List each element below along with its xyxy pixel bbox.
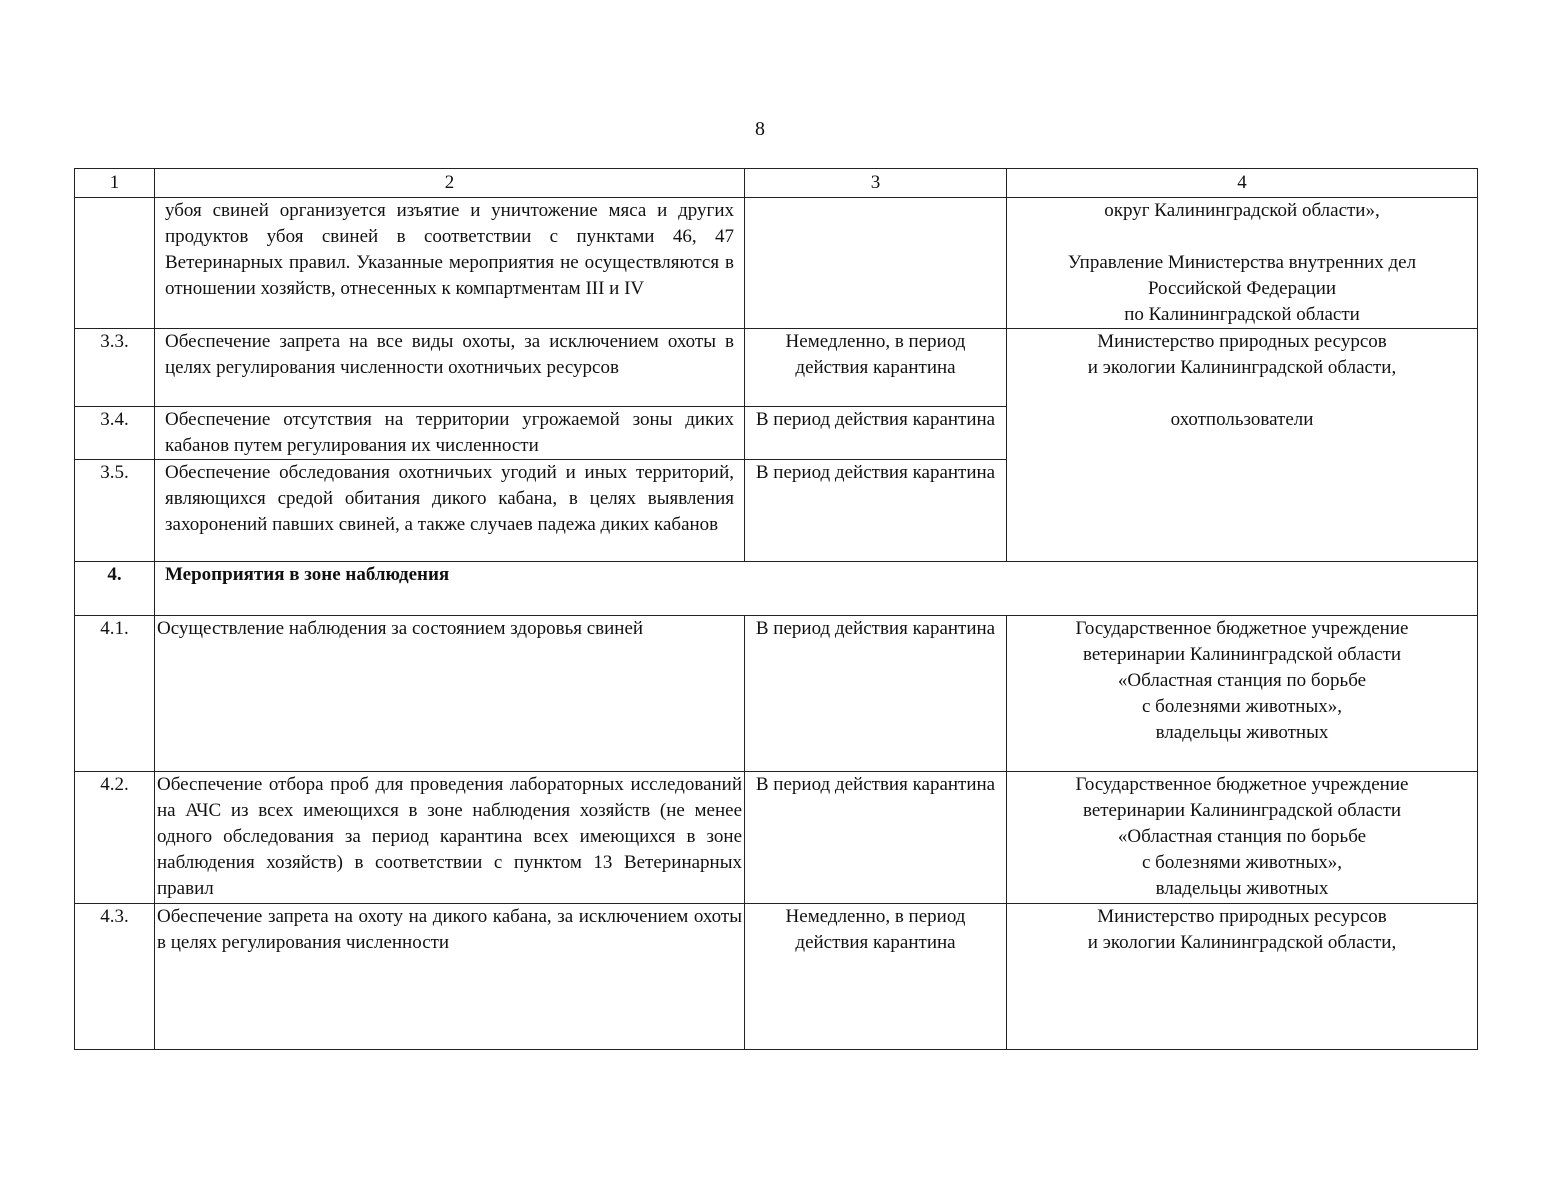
responsible-line: «Областная станция по борьбе [1117, 670, 1367, 691]
row-responsible [1007, 329, 1478, 562]
responsible-line: с болезнями животных», [1142, 696, 1342, 717]
responsible-line: «Областная станция по борьбе [1117, 826, 1367, 847]
table-header-row [75, 169, 1478, 198]
row-description: Обеспечение запрета на охоту на дикого кабана, за исключением охоты в целях регулирования численности [155, 904, 745, 1050]
responsible-line: Государственное бюджетное учреждение [1075, 774, 1409, 795]
responsible-line: Министерство природных ресурсов [1097, 906, 1387, 927]
responsible-line: охотпользователи [1170, 409, 1314, 430]
header-col-1: 1 [75, 169, 155, 198]
responsible-line: ветеринарии Калининградской области [1082, 644, 1402, 665]
responsible-line: по Калининградской области [1124, 304, 1360, 325]
row-term: В период действия карантина [745, 407, 1007, 460]
row-description: Обеспечение отбора проб для проведения лабораторных исследований на АЧС из всех имеющихся в зоне наблюдения хозяйств (не менее одного обследования за период карантина всех имеющихся в зоне наблюдения хозяйств) в соответствии с пунктом 13 Ветеринарных правил [155, 772, 745, 904]
row-responsible [1007, 616, 1478, 772]
section-number: 4. [75, 562, 155, 616]
row-description: Обеспечение запрета на все виды охоты, за исключением охоты в целях регулирования численности охотничьих ресурсов [155, 329, 745, 407]
row-responsible [1007, 772, 1478, 904]
row-responsible [1007, 904, 1478, 1050]
row-number: 3.3. [75, 329, 155, 407]
measures-table [74, 168, 1478, 1050]
responsible-line: и экологии Калининградской области, [1087, 932, 1397, 953]
row-number: 3.5. [75, 460, 155, 562]
section-row [75, 562, 1478, 616]
responsible-line: владельцы животных [1155, 722, 1329, 743]
row-term: В период действия карантина [745, 616, 1007, 772]
responsible-line: Государственное бюджетное учреждение [1075, 618, 1409, 639]
responsible-line: ветеринарии Калининградской области [1082, 800, 1402, 821]
page-number: 8 [755, 118, 765, 140]
row-number: 4.2. [75, 772, 155, 904]
table-row [75, 329, 1478, 407]
table-row [75, 616, 1478, 772]
responsible-line: округ Калининградской области», [1104, 200, 1380, 221]
row-term: В период действия карантина [745, 460, 1007, 562]
header-col-3: 3 [745, 169, 1007, 198]
row-number: 3.4. [75, 407, 155, 460]
table-row [75, 198, 1478, 329]
row-term: Немедленно, в период действия карантина [745, 904, 1007, 1050]
row-number: 4.1. [75, 616, 155, 772]
row-term: В период действия карантина [745, 772, 1007, 904]
row-term: Немедленно, в период действия карантина [745, 329, 1007, 407]
responsible-line: Министерство природных ресурсов [1097, 331, 1387, 352]
responsible-line: с болезнями животных», [1142, 852, 1342, 873]
table-row [75, 904, 1478, 1050]
row-description: Обеспечение обследования охотничьих угодий и иных территорий, являющихся средой обитания дикого кабана, в целях выявления захоронений павших свиней, а также случаев падежа диких кабанов [155, 460, 745, 562]
row-description: Осуществление наблюдения за состоянием здоровья свиней [155, 616, 745, 772]
row-number [75, 198, 155, 329]
header-col-2: 2 [155, 169, 745, 198]
responsible-line: и экологии Калининградской области, [1087, 357, 1397, 378]
responsible-line: Управление Министерства внутренних дел [1067, 252, 1417, 273]
responsible-line: Российской Федерации [1147, 278, 1337, 299]
section-title: Мероприятия в зоне наблюдения [155, 562, 1478, 616]
row-description: убоя свиней организуется изъятие и уничтожение мяса и других продуктов убоя свиней в соответствии с пунктами 46, 47 Ветеринарных правил. Указанные мероприятия не осуществляются в отношении хозяйств, отнесенных к компартментам III и IV [155, 198, 745, 329]
row-responsible [1007, 198, 1478, 329]
row-term [745, 198, 1007, 329]
table-row [75, 772, 1478, 904]
row-description: Обеспечение отсутствия на территории угрожаемой зоны диких кабанов путем регулирования их численности [155, 407, 745, 460]
row-number: 4.3. [75, 904, 155, 1050]
header-col-4: 4 [1007, 169, 1478, 198]
responsible-line: владельцы животных [1155, 878, 1329, 899]
